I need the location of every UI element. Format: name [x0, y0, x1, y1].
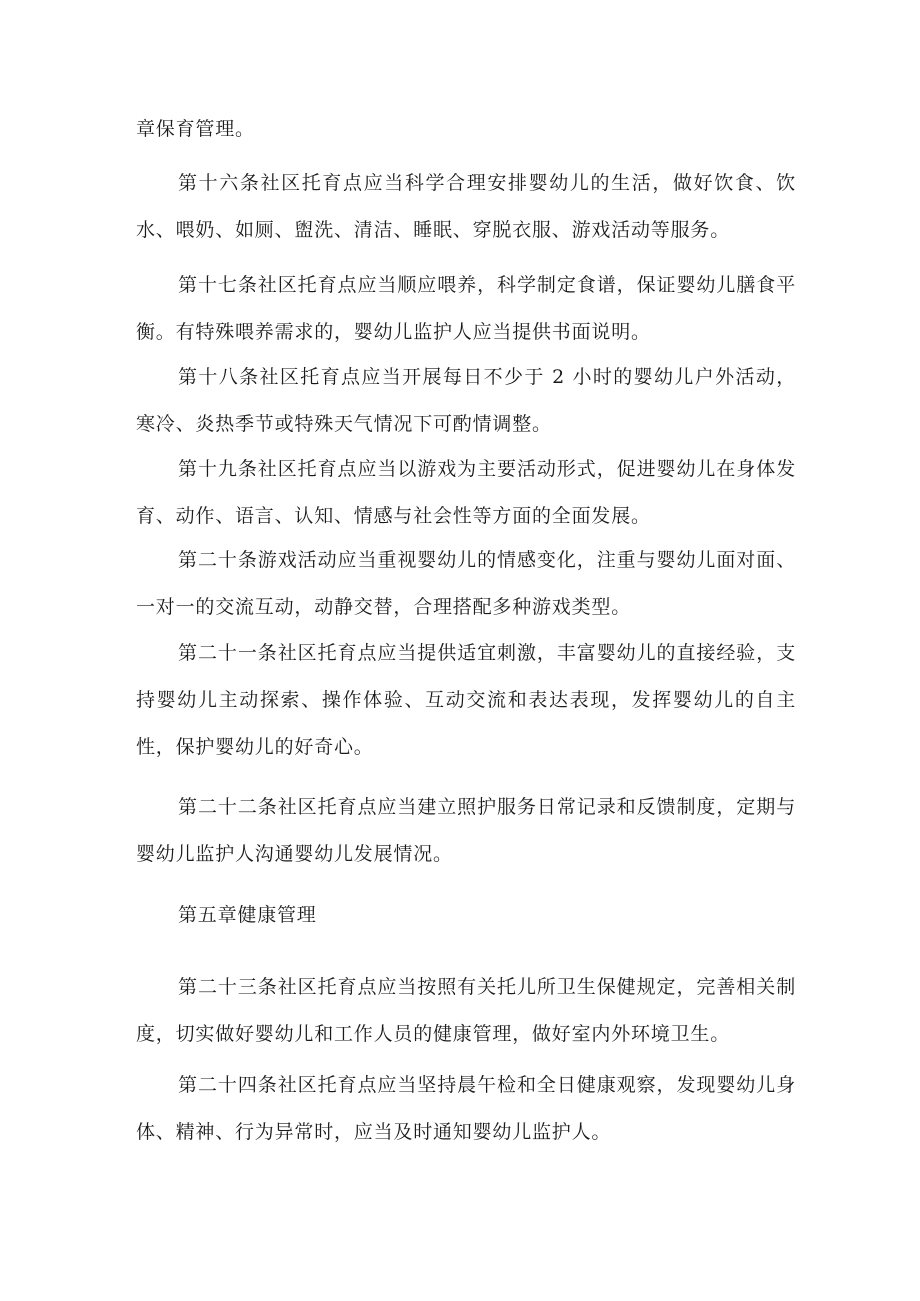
paragraph-article-16: 第十六条社区托育点应当科学合理安排婴幼儿的生活，做好饮食、饮水、喂奶、如厕、盥洗、清洁、睡眠、穿脱衣服、游戏活动等服务。	[136, 172, 796, 241]
paragraph-article-18: 第十八条社区托育点应当开展每日不少于 2 小时的婴幼儿户外活动，寒冷、炎热季节或特殊天气情况下可酌情调整。	[136, 366, 796, 435]
paragraph-article-23: 第二十三条社区托育点应当按照有关托儿所卫生保健规定，完善相关制度，切实做好婴幼儿和工作人员的健康管理，做好室内外环境卫生。	[136, 976, 796, 1045]
paragraph-article-24: 第二十四条社区托育点应当坚持晨午检和全日健康观察，发现婴幼儿身体、精神、行为异常时，应当及时通知婴幼儿监护人。	[136, 1074, 796, 1143]
paragraph-article-21: 第二十一条社区托育点应当提供适宜刺激，丰富婴幼儿的直接经验，支持婴幼儿主动探索、操作体验、互动交流和表达表现，发挥婴幼儿的自主性，保护婴幼儿的好奇心。	[136, 642, 796, 758]
paragraph-article-19: 第十九条社区托育点应当以游戏为主要活动形式，促进婴幼儿在身体发育、动作、语言、认知、情感与社会性等方面的全面发展。	[136, 458, 796, 527]
paragraph-article-22: 第二十二条社区托育点应当建立照护服务日常记录和反馈制度，定期与婴幼儿监护人沟通婴幼儿发展情况。	[136, 796, 796, 865]
chapter-heading: 第五章健康管理	[178, 904, 317, 926]
paragraph-article-20: 第二十条游戏活动应当重视婴幼儿的情感变化，注重与婴幼儿面对面、一对一的交流互动，动静交替，合理搭配多种游戏类型。	[136, 549, 796, 618]
paragraph-chapter-continuation: 章保育管理。	[136, 118, 255, 140]
paragraph-article-17: 第十七条社区托育点应当顺应喂养，科学制定食谱，保证婴幼儿膳食平衡。有特殊喂养需求的，婴幼儿监护人应当提供书面说明。	[136, 274, 796, 343]
